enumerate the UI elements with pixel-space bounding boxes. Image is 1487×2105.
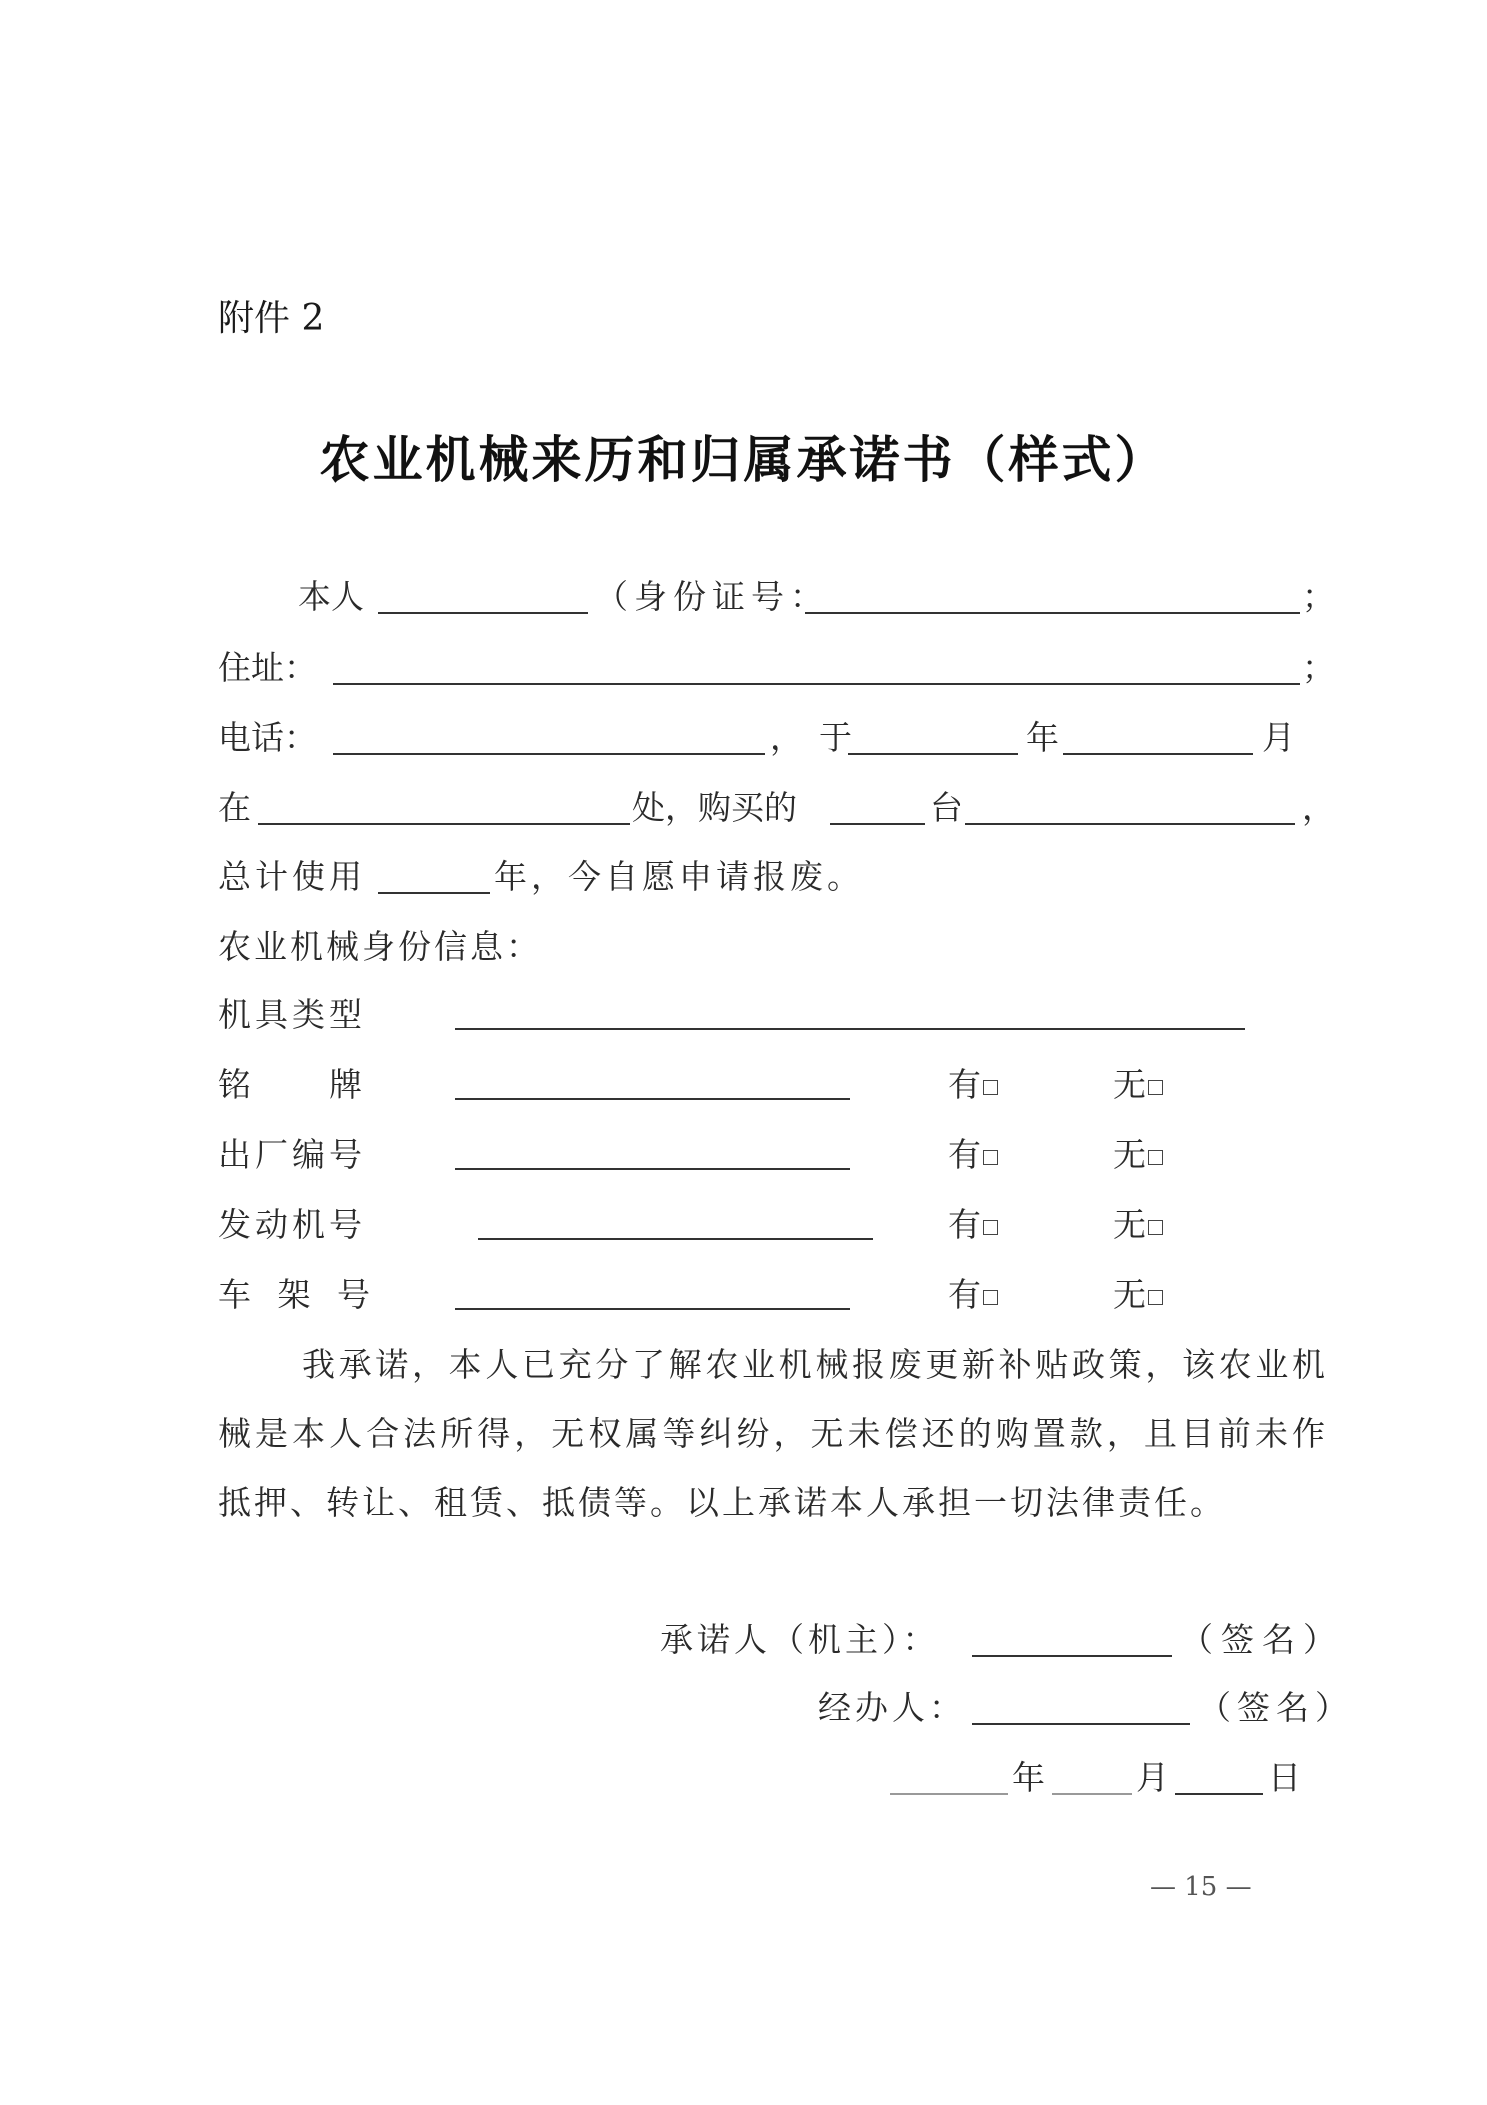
pledger-signature-blank[interactable] bbox=[972, 1655, 1172, 1657]
line3-month: 月 bbox=[1262, 718, 1295, 757]
phone-blank[interactable] bbox=[333, 753, 765, 755]
name-blank[interactable] bbox=[378, 612, 588, 614]
checkbox-icon[interactable] bbox=[983, 1290, 998, 1305]
date-month-label: 月 bbox=[1136, 1758, 1169, 1797]
identity-heading: 农业机械身份信息： bbox=[218, 927, 542, 966]
date-year-label: 年 bbox=[1012, 1758, 1045, 1797]
checkbox-icon[interactable] bbox=[983, 1150, 998, 1165]
engine-yes-option[interactable] bbox=[948, 1205, 998, 1245]
checkbox-icon[interactable] bbox=[983, 1080, 998, 1095]
nameplate-yes-option[interactable] bbox=[948, 1065, 998, 1105]
line5-suffix: 年，今自愿申请报废。 bbox=[494, 857, 864, 896]
row-nameplate-label: 铭 牌 bbox=[218, 1065, 366, 1104]
line1-end: ； bbox=[1302, 577, 1335, 616]
handler-signature-blank[interactable] bbox=[972, 1723, 1190, 1725]
line4-unit: 台 bbox=[930, 788, 963, 827]
row-machine-type-label: 机具类型 bbox=[218, 995, 366, 1034]
pledger-label: 承诺人（机主）： bbox=[660, 1620, 940, 1659]
pledge-paragraph: 我承诺，本人已充分了解农业机械报废更新补贴政策，该农业机械是本人合法所得，无权属等纠纷，无未偿还的购置款，且目前未作抵押、转让、租赁、抵债等。以上承诺本人承担一切法律责任。 bbox=[218, 1345, 1328, 1522]
nameplate-blank[interactable] bbox=[455, 1098, 850, 1100]
frame-no-option[interactable] bbox=[1113, 1275, 1163, 1315]
row-serial-label: 出厂编号 bbox=[218, 1135, 366, 1174]
id-number-blank[interactable] bbox=[805, 612, 1300, 614]
machine-name-blank[interactable] bbox=[965, 823, 1295, 825]
quantity-blank[interactable] bbox=[830, 823, 925, 825]
no-label: 无 bbox=[1113, 1275, 1146, 1314]
machine-type-blank[interactable] bbox=[455, 1028, 1245, 1030]
date-year-blank[interactable] bbox=[890, 1793, 1008, 1795]
document-title: 农业机械来历和归属承诺书（样式） bbox=[319, 430, 1168, 489]
attachment-label: 附件 2 bbox=[218, 298, 325, 339]
no-label: 无 bbox=[1113, 1205, 1146, 1244]
engine-no-option[interactable] bbox=[1113, 1205, 1163, 1245]
frame-number-blank[interactable] bbox=[455, 1308, 850, 1310]
purchase-year-blank[interactable] bbox=[848, 753, 1018, 755]
line4-end: ， bbox=[1302, 788, 1335, 827]
id-label: （身份证号： bbox=[595, 577, 829, 616]
checkbox-icon[interactable] bbox=[983, 1220, 998, 1235]
address-label: 住址： bbox=[218, 648, 317, 687]
line1-prefix: 本人 bbox=[298, 577, 364, 616]
serial-number-blank[interactable] bbox=[455, 1168, 850, 1170]
checkbox-icon[interactable] bbox=[1148, 1150, 1163, 1165]
checkbox-icon[interactable] bbox=[1148, 1220, 1163, 1235]
purchase-place-blank[interactable] bbox=[258, 823, 630, 825]
handler-label: 经办人： bbox=[818, 1688, 966, 1727]
line5-prefix: 总计使用 bbox=[218, 857, 366, 896]
checkbox-icon[interactable] bbox=[1148, 1080, 1163, 1095]
years-used-blank[interactable] bbox=[378, 892, 490, 894]
date-day-blank[interactable] bbox=[1175, 1793, 1263, 1795]
row-engine-label: 发动机号 bbox=[218, 1205, 366, 1244]
yes-label: 有 bbox=[948, 1205, 981, 1244]
phone-label: 电话： bbox=[218, 718, 317, 757]
page-number: — 15 — bbox=[1150, 1872, 1252, 1902]
no-label: 无 bbox=[1113, 1135, 1146, 1174]
address-blank[interactable] bbox=[333, 683, 1300, 685]
line2-end: ； bbox=[1302, 648, 1335, 687]
date-day-label: 日 bbox=[1268, 1758, 1301, 1797]
purchase-month-blank[interactable] bbox=[1063, 753, 1253, 755]
line3-comma: ，于 bbox=[770, 718, 868, 757]
row-frame-label: 车 架 号 bbox=[218, 1275, 370, 1314]
yes-label: 有 bbox=[948, 1275, 981, 1314]
yes-label: 有 bbox=[948, 1135, 981, 1174]
pledger-sign-note: （签名） bbox=[1180, 1620, 1344, 1659]
no-label: 无 bbox=[1113, 1065, 1146, 1104]
checkbox-icon[interactable] bbox=[1148, 1290, 1163, 1305]
line4-prefix: 在 bbox=[218, 788, 251, 827]
line3-year: 年 bbox=[1026, 718, 1059, 757]
yes-label: 有 bbox=[948, 1065, 981, 1104]
engine-number-blank[interactable] bbox=[478, 1238, 873, 1240]
nameplate-no-option[interactable] bbox=[1113, 1065, 1163, 1105]
line4-place-suffix: 处，购买的 bbox=[632, 788, 797, 827]
handler-sign-note: （签名） bbox=[1198, 1688, 1354, 1727]
serial-yes-option[interactable] bbox=[948, 1135, 998, 1175]
frame-yes-option[interactable] bbox=[948, 1275, 998, 1315]
serial-no-option[interactable] bbox=[1113, 1135, 1163, 1175]
date-month-blank[interactable] bbox=[1052, 1793, 1132, 1795]
